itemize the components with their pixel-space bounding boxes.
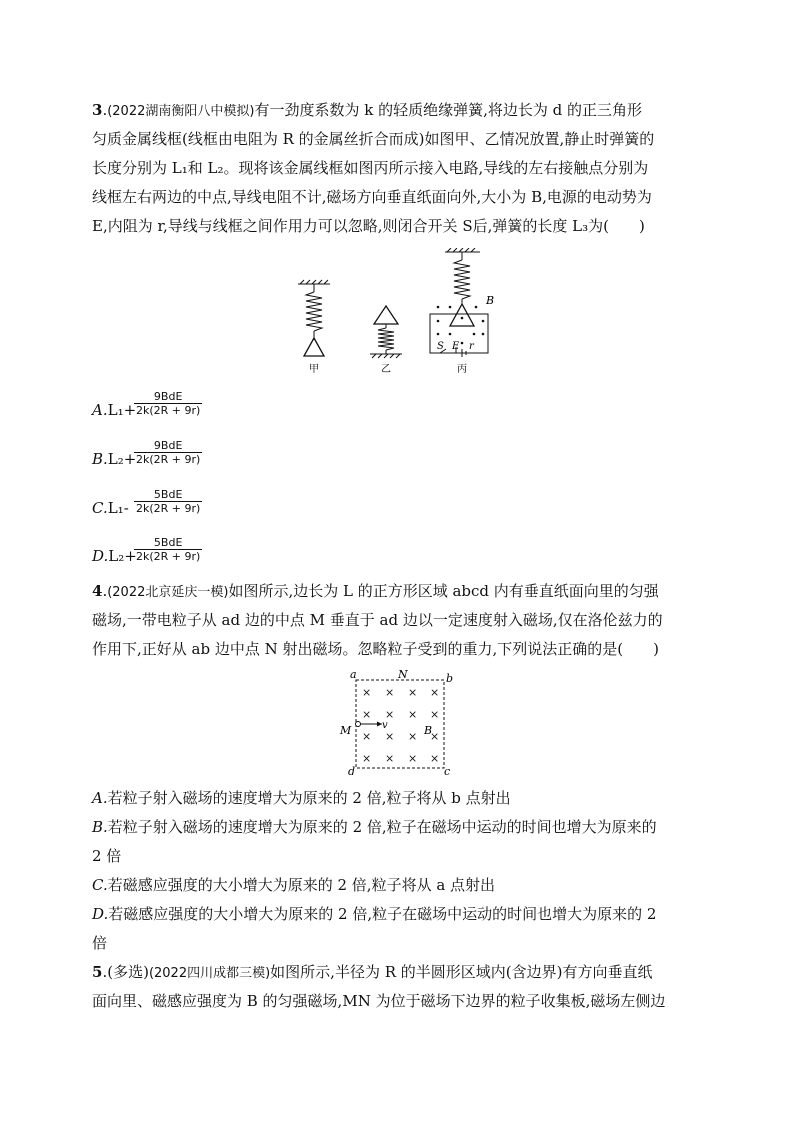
q3-option-c-base: L₁- — [107, 499, 129, 517]
q4-stem-line-1: 4.(2022北京延庆一模)如图所示,边长为 L 的正方形区域 abcd 内有垂直纸面向里的匀强 — [92, 582, 659, 600]
svg-text:×: × — [362, 686, 372, 699]
q4-option-b-text: 若粒子射入磁场的速度增大为原来的 2 倍,粒子在磁场中运动的时间也增大为原来的 — [107, 818, 657, 836]
q4-option-a-letter: A. — [92, 789, 108, 807]
q3-option-c-num: 5BdE — [134, 488, 202, 502]
q4-option-d-cont: 倍 — [92, 934, 108, 952]
svg-text:×: × — [430, 730, 440, 743]
q4-fig-label-M: M — [340, 724, 352, 737]
q4-fig-label-N: N — [398, 668, 408, 681]
q4-fig-label-c: c — [444, 765, 451, 778]
svg-text:×: × — [385, 730, 395, 743]
q3-option-a-letter: A. — [92, 401, 108, 419]
q3-number: 3 — [92, 101, 103, 119]
svg-text:×: × — [430, 708, 440, 721]
q4-option-b-cont: 2 倍 — [92, 847, 122, 865]
q4-figure — [338, 668, 462, 778]
svg-text:×: × — [430, 752, 440, 765]
q4-option-c[interactable] — [92, 875, 495, 895]
q3-option-c-fraction — [134, 488, 202, 515]
q4-fig-label-d: d — [348, 765, 356, 778]
q4-text-1: 如图所示,边长为 L 的正方形区域 abcd 内有垂直纸面向里的匀强 — [228, 582, 659, 600]
q4-number: 4 — [92, 582, 103, 600]
q3-fig-caption-jia: 甲 — [309, 364, 319, 373]
svg-text:×: × — [362, 752, 372, 765]
q5-number: 5 — [92, 963, 103, 981]
q4-fig-label-v: v — [382, 720, 388, 731]
q5-stem-line-2: 面向里、磁感应强度为 B 的匀强磁场,MN 为位于磁场下边界的粒子收集板,磁场左侧边 — [92, 992, 666, 1010]
q3-option-a-num: 9BdE — [134, 390, 202, 404]
q3-option-b-num: 9BdE — [134, 439, 202, 453]
q4-option-c-text: 若磁感应强度的大小增大为原来的 2 倍,粒子将从 a 点射出 — [107, 876, 496, 894]
q3-source: (2022湖南衡阳八中模拟) — [107, 104, 255, 119]
q3-fig-yi — [370, 306, 402, 358]
svg-text:×: × — [408, 730, 418, 743]
q3-fig-label-B: B — [486, 294, 495, 307]
q5-prefix: (多选) — [107, 963, 149, 981]
q3-fig-dots — [437, 306, 485, 345]
q3-option-a-fraction — [134, 390, 202, 417]
q3-option-d[interactable] — [92, 546, 137, 566]
q3-fig-label-S: S — [437, 341, 444, 352]
q4-option-c-letter: C. — [92, 876, 108, 894]
q3-option-d-fraction — [134, 536, 202, 563]
q3-stem-line-5: E,内阻为 r,导线与线框之间作用力可以忽略,则闭合开关 S后,弹簧的长度 L₃为( ) — [92, 217, 645, 235]
q4-option-d[interactable] — [92, 904, 656, 924]
q3-option-d-letter: D. — [92, 547, 109, 565]
q5-stem-line-1: 5.(多选)(2022四川成都三模)如图所示,半径为 R 的半圆形区域内(含边界)有方向垂直纸 — [92, 963, 653, 981]
q4-option-b[interactable] — [92, 817, 657, 837]
q3-option-b-den: 2k(2R + 9r) — [136, 453, 201, 466]
q4-stem-line-2: 磁场,一带电粒子从 ad 边的中点 M 垂直于 ad 边以一定速度射入磁场,仅在洛伦兹力的 — [92, 611, 663, 629]
q3-option-b-letter: B. — [92, 450, 108, 468]
q3-stem-line-4: 线框左右两边的中点,导线电阻不计,磁场方向垂直纸面向外,大小为 B,电源的电动势为 — [92, 188, 652, 206]
svg-text:×: × — [362, 730, 372, 743]
q4-option-a[interactable] — [92, 788, 511, 808]
q3-fig-label-E: E — [452, 341, 460, 352]
q4-fig-label-B: B — [424, 724, 433, 737]
q3-option-d-num: 5BdE — [134, 536, 202, 550]
q3-option-a[interactable] — [92, 400, 136, 420]
svg-text:×: × — [430, 686, 440, 699]
q3-option-a-den: 2k(2R + 9r) — [136, 404, 201, 417]
q4-option-d-text: 若磁感应强度的大小增大为原来的 2 倍,粒子在磁场中运动的时间也增大为原来的 2 — [108, 905, 657, 923]
q4-source: (2022北京延庆一模) — [107, 585, 229, 600]
q3-fig-jia — [298, 280, 330, 356]
svg-text:×: × — [408, 686, 418, 699]
q3-option-c-den: 2k(2R + 9r) — [136, 502, 201, 515]
q4-stem-line-3: 作用下,正好从 ab 边中点 N 射出磁场。忽略粒子受到的重力,下列说法正确的是( ) — [92, 640, 659, 658]
q5-text-1: 如图所示,半径为 R 的半圆形区域内(含边界)有方向垂直纸 — [270, 963, 653, 981]
svg-text:×: × — [408, 708, 418, 721]
q3-stem-line-3: 长度分别为 L₁和 L₂。现将该金属线框如图丙所示接入电路,导线的左右接触点分别为 — [92, 159, 649, 177]
q3-option-c-letter: C. — [92, 499, 108, 517]
svg-text:×: × — [385, 686, 395, 699]
q3-option-b-fraction — [134, 439, 202, 466]
q3-option-d-den: 2k(2R + 9r) — [136, 550, 201, 563]
q3-fig-label-r: r — [469, 341, 474, 352]
q4-option-a-text: 若粒子射入磁场的速度增大为原来的 2 倍,粒子将从 b 点射出 — [107, 789, 511, 807]
q3-option-a-base: L₁+ — [107, 401, 137, 419]
q4-option-b-letter: B. — [92, 818, 108, 836]
q3-fig-caption-bing: 丙 — [457, 364, 467, 373]
q3-option-b-base: L₂+ — [107, 450, 137, 468]
q4-fig-label-b: b — [446, 672, 454, 685]
q3-option-b[interactable] — [92, 449, 136, 469]
q3-fig-caption-yi: 乙 — [381, 364, 391, 373]
q3-figure — [290, 248, 510, 373]
svg-text:×: × — [408, 752, 418, 765]
svg-text:×: × — [385, 752, 395, 765]
q3-option-d-base: L₂+ — [108, 547, 137, 565]
q3-option-c[interactable] — [92, 498, 129, 518]
q5-source: (2022四川成都三模) — [148, 966, 271, 981]
q3-stem-line-1: 3.(2022湖南衡阳八中模拟)有一劲度系数为 k 的轻质绝缘弹簧,将边长为 d 的正三角形 — [92, 101, 642, 119]
svg-text:×: × — [385, 708, 395, 721]
q3-text-1: 有一劲度系数为 k 的轻质绝缘弹簧,将边长为 d 的正三角形 — [254, 101, 642, 119]
q4-option-d-letter: D. — [92, 905, 109, 923]
q3-stem-line-2: 匀质金属线框(线框由电阻为 R 的金属丝折合而成)如图甲、乙情况放置,静止时弹簧的 — [92, 130, 655, 148]
q4-fig-label-a: a — [350, 668, 357, 681]
svg-text:×: × — [362, 708, 372, 721]
